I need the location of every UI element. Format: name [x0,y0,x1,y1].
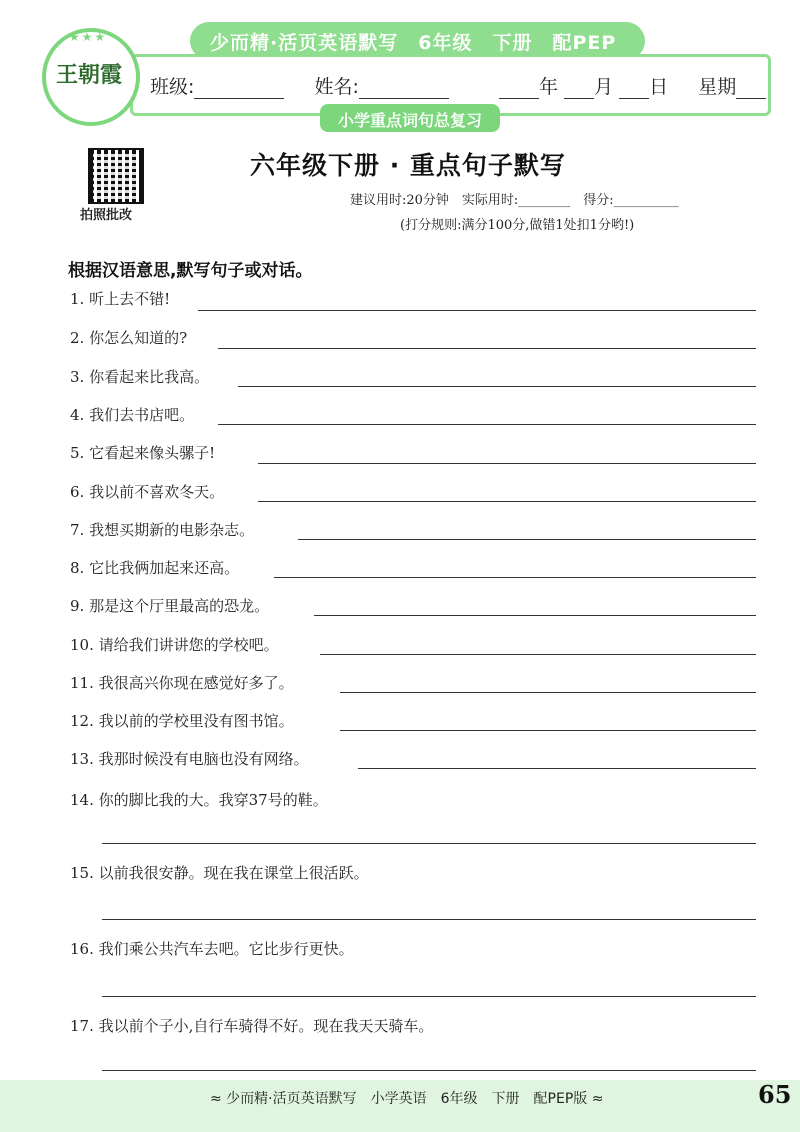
question-4: 4. 我们去书店吧。 [70,406,195,424]
series-title: 少而精·活页英语默写 6年级 下册 配PEP [210,32,617,54]
class-field[interactable] [194,80,284,99]
answer-line-10[interactable] [320,654,756,655]
answer-line-6[interactable] [258,501,756,502]
timing-info: 建议用时:20分钟 实际用时:________ 得分:__________ [350,193,679,208]
year-label: 年 [539,76,559,98]
logo-crown-icon: ★★★ [68,30,108,44]
answer-line-17[interactable] [102,1070,756,1071]
answer-line-11[interactable] [340,692,756,693]
logo-text: 王朝霞 [55,62,122,88]
answer-line-13[interactable] [358,768,756,769]
question-9: 9. 那是这个厅里最高的恐龙。 [70,597,270,615]
qr-code-pattern [93,153,139,199]
question-10: 10. 请给我们讲讲您的学校吧。 [70,636,279,654]
question-12: 12. 我以前的学校里没有图书馆。 [70,712,294,730]
question-11: 11. 我很高兴你现在感觉好多了。 [70,674,294,692]
answer-line-14[interactable] [102,843,756,844]
year-field[interactable] [499,80,539,99]
name-field[interactable] [359,80,449,99]
month-label: 月 [594,76,614,98]
day-label: 日 [649,76,669,98]
answer-line-16[interactable] [102,996,756,997]
class-label: 班级: [150,76,195,98]
section-label: 小学重点词句总复习 [337,111,482,130]
instruction: 根据汉语意思,默写句子或对话。 [68,261,313,281]
question-1: 1. 听上去不错! [70,290,171,308]
student-info-row [150,72,766,99]
question-2: 2. 你怎么知道的? [70,329,188,347]
question-16: 16. 我们乘公共汽车去吧。它比步行更快。 [70,940,354,958]
answer-line-15[interactable] [102,919,756,920]
question-5: 5. 它看起来像头骡子! [70,444,216,462]
page-title: 六年级下册 · 重点句子默写 [250,151,566,180]
month-field[interactable] [564,80,594,99]
name-label: 姓名: [314,76,359,98]
question-6: 6. 我以前不喜欢冬天。 [70,483,225,501]
page-number: 65 [758,1080,792,1109]
footer-text: ≈ 少而精·活页英语默写 小学英语 6年级 下册 配PEP版 ≈ [210,1091,604,1107]
answer-line-8[interactable] [274,577,756,578]
week-label: 星期 [698,76,737,98]
answer-line-1[interactable] [198,310,756,311]
question-3: 3. 你看起来比我高。 [70,368,210,386]
answer-line-5[interactable] [258,463,756,464]
answer-line-12[interactable] [340,730,756,731]
answer-line-2[interactable] [218,348,756,349]
question-7: 7. 我想买期新的电影杂志。 [70,521,255,539]
answer-line-4[interactable] [218,424,756,425]
scoring-rule: (打分规则:满分100分,做错1处扣1分哟!) [400,218,635,233]
question-13: 13. 我那时候没有电脑也没有网络。 [70,750,309,768]
question-17: 17. 我以前个子小,自行车骑得不好。现在我天天骑车。 [70,1017,434,1035]
day-field[interactable] [619,80,649,99]
answer-line-3[interactable] [238,386,756,387]
question-8: 8. 它比我俩加起来还高。 [70,559,240,577]
answer-line-9[interactable] [314,615,756,616]
qr-label: 拍照批改 [80,208,133,223]
week-field[interactable] [736,80,766,99]
answer-line-7[interactable] [298,539,756,540]
question-14: 14. 你的脚比我的大。我穿37号的鞋。 [70,791,328,809]
question-15: 15. 以前我很安静。现在我在课堂上很活跃。 [70,864,369,882]
